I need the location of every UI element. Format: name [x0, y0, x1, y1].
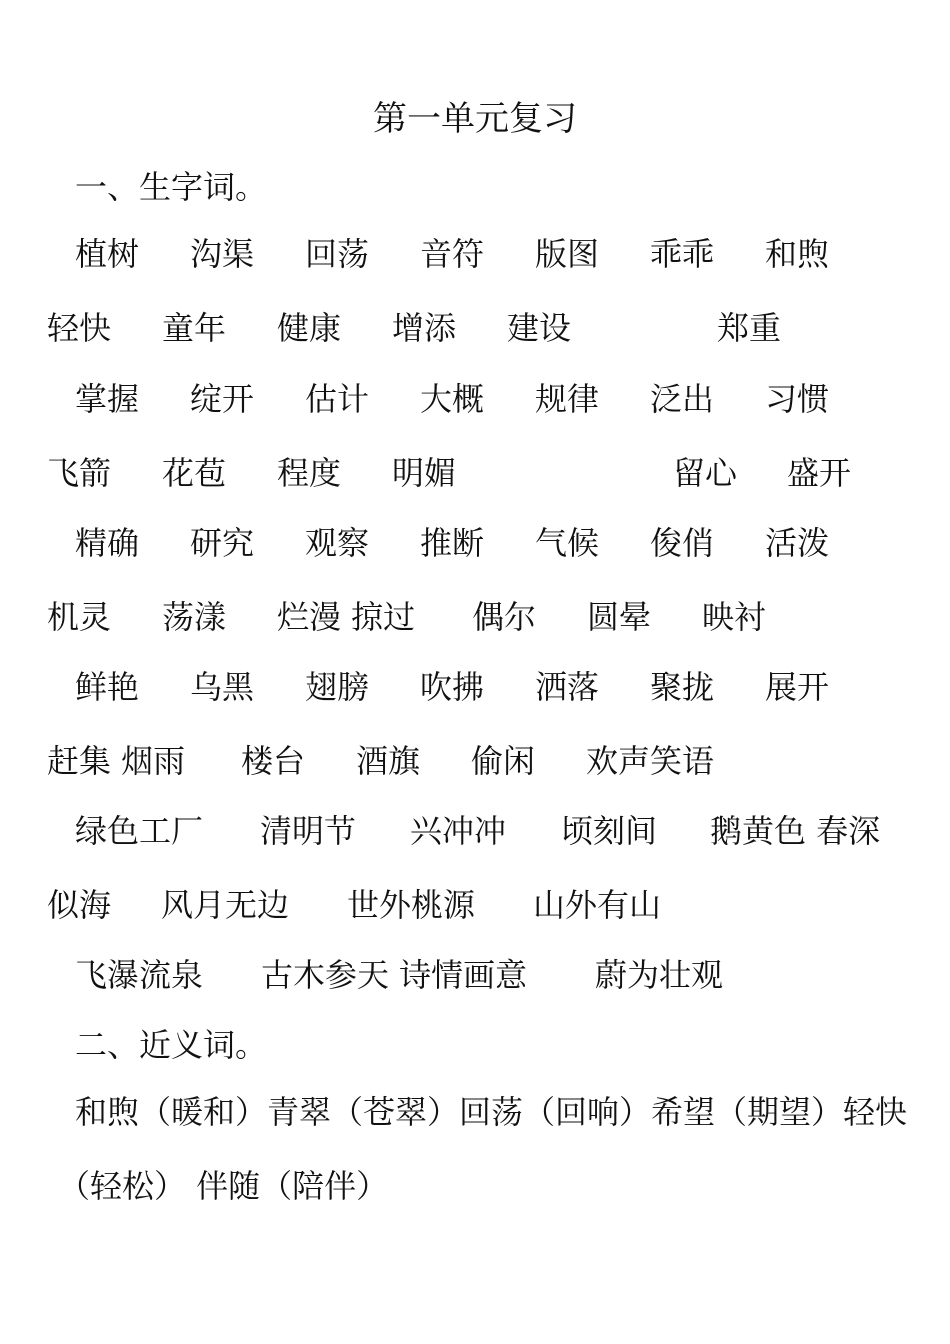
vocabulary-word: 植树: [75, 235, 140, 273]
vocabulary-word: 估计: [305, 380, 370, 418]
vocabulary-word: 增添: [392, 309, 457, 347]
vocabulary-word: 研究: [190, 524, 255, 562]
vocabulary-word: 映衬: [702, 598, 767, 636]
vocabulary-word: 机灵: [47, 598, 112, 636]
vocabulary-word: 习惯: [765, 380, 830, 418]
vocabulary-word: 版图: [535, 235, 600, 273]
vocabulary-word: 飞箭: [47, 454, 112, 492]
vocabulary-word: 建设: [507, 309, 572, 347]
vocabulary-word: 世外桃源: [347, 886, 476, 924]
vocabulary-word: 古木参天 诗情画意: [261, 956, 528, 994]
vocabulary-word: 沟渠: [190, 235, 255, 273]
vocabulary-word: 蔚为壮观: [595, 956, 724, 994]
page-title: 第一单元复习: [373, 99, 577, 139]
vocabulary-word: 和煦: [765, 235, 830, 273]
vocabulary-word: 乖乖: [650, 235, 715, 273]
vocabulary-word: 童年: [162, 309, 227, 347]
vocabulary-word: 大概: [420, 380, 485, 418]
vocabulary-word: 绿色工厂: [75, 812, 204, 850]
synonyms-line-1: 和煦（暖和）青翠（苍翠）回荡（回响）希望（期望）轻快: [75, 1093, 908, 1131]
vocabulary-word: 烂漫 掠过: [277, 598, 416, 636]
synonyms-line-2: （轻松） 伴随（陪伴）: [58, 1167, 389, 1205]
vocabulary-word: 风月无边: [161, 886, 290, 924]
vocabulary-word: 观察: [305, 524, 370, 562]
vocabulary-word: 推断: [420, 524, 485, 562]
vocabulary-word: 酒旗: [356, 742, 421, 780]
vocabulary-word: 俊俏: [650, 524, 715, 562]
vocabulary-word: 飞瀑流泉: [75, 956, 204, 994]
vocabulary-word: 乌黑: [190, 668, 255, 706]
section-heading-vocabulary: 一、生字词。: [75, 168, 268, 206]
vocabulary-word: 荡漾: [162, 598, 227, 636]
vocabulary-word: 精确: [75, 524, 140, 562]
vocabulary-word: 程度: [277, 454, 342, 492]
vocabulary-word: 郑重: [717, 309, 782, 347]
vocabulary-word: 鹅黄色 春深: [710, 812, 881, 850]
vocabulary-word: 绽开: [190, 380, 255, 418]
vocabulary-word: 偷闲: [471, 742, 536, 780]
vocabulary-word: 山外有山: [533, 886, 662, 924]
vocabulary-word: 翅膀: [305, 668, 370, 706]
vocabulary-word: 赶集 烟雨: [47, 742, 186, 780]
vocabulary-word: 泛出: [650, 380, 715, 418]
vocabulary-word: 洒落: [535, 668, 600, 706]
vocabulary-word: 展开: [765, 668, 830, 706]
vocabulary-word: 欢声笑语: [586, 742, 715, 780]
vocabulary-word: 轻快: [47, 309, 112, 347]
vocabulary-word: 健康: [277, 309, 342, 347]
vocabulary-word: 音符: [420, 235, 485, 273]
vocabulary-word: 吹拂: [420, 668, 485, 706]
vocabulary-word: 似海: [47, 886, 112, 924]
vocabulary-word: 花苞: [162, 454, 227, 492]
section-heading-synonyms: 二、近义词。: [75, 1026, 268, 1064]
vocabulary-word: 明媚: [392, 454, 457, 492]
vocabulary-word: 清明节: [260, 812, 357, 850]
vocabulary-word: 聚拢: [650, 668, 715, 706]
vocabulary-word: 偶尔: [472, 598, 537, 636]
vocabulary-word: 规律: [535, 380, 600, 418]
vocabulary-word: 兴冲冲: [410, 812, 507, 850]
vocabulary-word: 鲜艳: [75, 668, 140, 706]
vocabulary-word: 活泼: [765, 524, 830, 562]
vocabulary-word: 气候: [535, 524, 600, 562]
vocabulary-word: 盛开: [787, 454, 852, 492]
vocabulary-word: 顷刻间: [561, 812, 658, 850]
vocabulary-word: 掌握: [75, 380, 140, 418]
vocabulary-word: 回荡: [305, 235, 370, 273]
vocabulary-word: 楼台: [241, 742, 306, 780]
vocabulary-word: 圆晕: [587, 598, 652, 636]
vocabulary-word: 留心: [673, 454, 738, 492]
